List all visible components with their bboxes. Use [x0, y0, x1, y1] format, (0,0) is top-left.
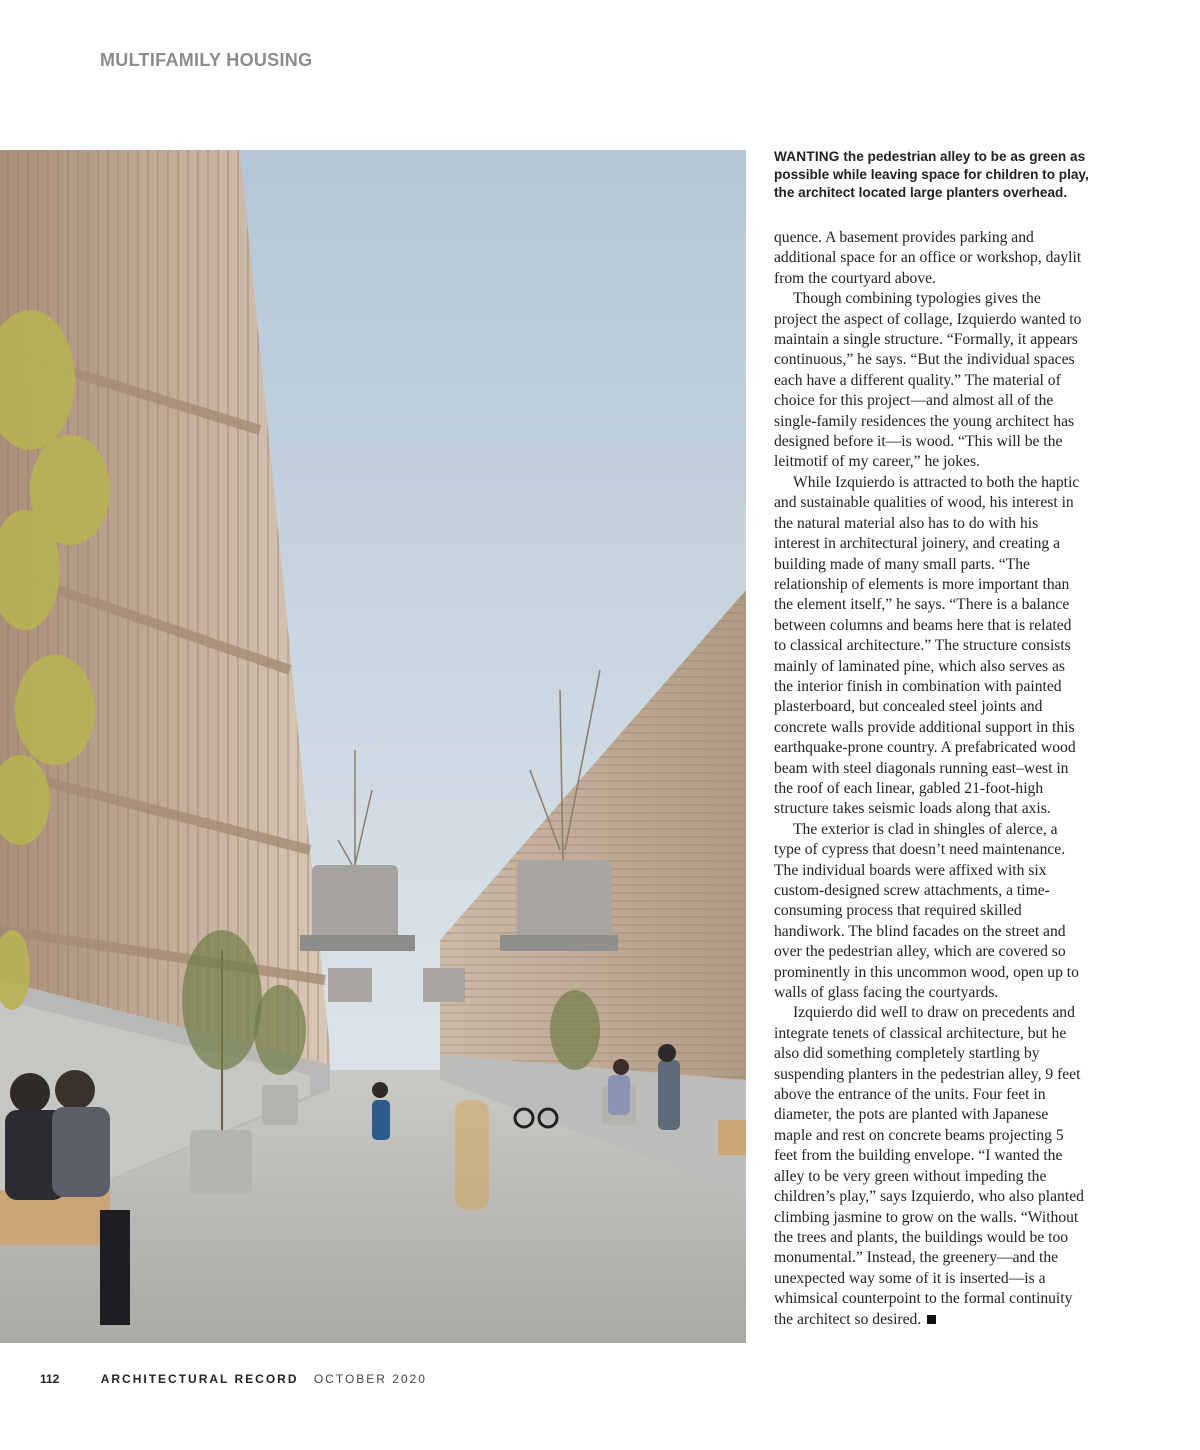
article-paragraph: Though combining typologies gives the project the aspect of collage, Izquierdo wanted to maintain a single structure. “Formally, it appears continuous,” he says. “But the individual spaces each have a different quality.” The material of choice for this project—and almost all of the single-family residences the young architect has designed before it—is wood. “This will be the leitmotif of my career,” he jokes.	[774, 290, 1082, 471]
caption-lead: WANTING	[774, 149, 840, 164]
page-footer	[40, 1372, 427, 1386]
article-paragraph: While Izquierdo is attracted to both the haptic and sustainable qualities of wood, his interest in the natural material also has to do with his interest in architectural joinery, and creating a building made of many small parts. “The relationship of elements is more important than the element itself,” he says. “There is a balance between columns and beams here that is related to classical architecture.” The structure consists mainly of laminated pine, which also serves as the interior finish in combination with painted plasterboard, but concealed steel joints and concrete walls provide additional support in this earthquake-prone country. A prefabricated wood beam with steel diagonals running east–west in the roof of each linear, gabled 21-foot-high structure takes seismic loads along that axis.	[774, 473, 1080, 818]
caption-text: the pedestrian alley to be as green as possible while leaving space for children to play, the architect located large planters overhead.	[774, 149, 1089, 200]
article-paragraph-text: Izquierdo did well to draw on precedents and integrate tenets of classical architecture, but he also did something completely startling by suspending planters in the pedestrian alley, 9 feet above the entrance of the units. Four feet in diameter, the pots are planted with Japanese maple and rest on concrete beams projecting 5 feet from the building envelope. “I wanted the alley to be very green without impeding the children’s play,” says Izquierdo, who also planted climbing jasmine to grow on the walls. “Without the trees and plants, the buildings would be too monumental.” Instead, the greenery—and the unexpected way some of it is inserted—is a whimsical counterpoint to the formal continuity the architect so desired.	[774, 1004, 1084, 1328]
article-paragraph-final	[774, 1003, 1086, 1330]
section-label: MULTIFAMILY HOUSING	[100, 50, 313, 70]
article-body	[774, 228, 1086, 1330]
magazine-name: ARCHITECTURAL RECORD	[100, 1372, 299, 1386]
alley-photograph	[0, 150, 746, 1343]
article-paragraph: quence. A basement provides parking and additional space for an office or workshop, daylit from the courtyard above.	[774, 229, 1082, 287]
end-mark-icon	[927, 1315, 936, 1324]
photo-caption	[774, 148, 1094, 202]
article-paragraph: The exterior is clad in shingles of alerce, a type of cypress that doesn’t need maintenance. The individual boards were affixed with six custom-designed screw attachments, a time-consuming process that required skilled handiwork. The blind facades on the street and over the pedestrian alley, which are covered so prominently in this uncommon wood, open up to walls of glass facing the courtyards.	[774, 820, 1079, 1002]
issue-date: OCTOBER 2020	[313, 1372, 427, 1386]
page-number: 112	[40, 1372, 60, 1386]
